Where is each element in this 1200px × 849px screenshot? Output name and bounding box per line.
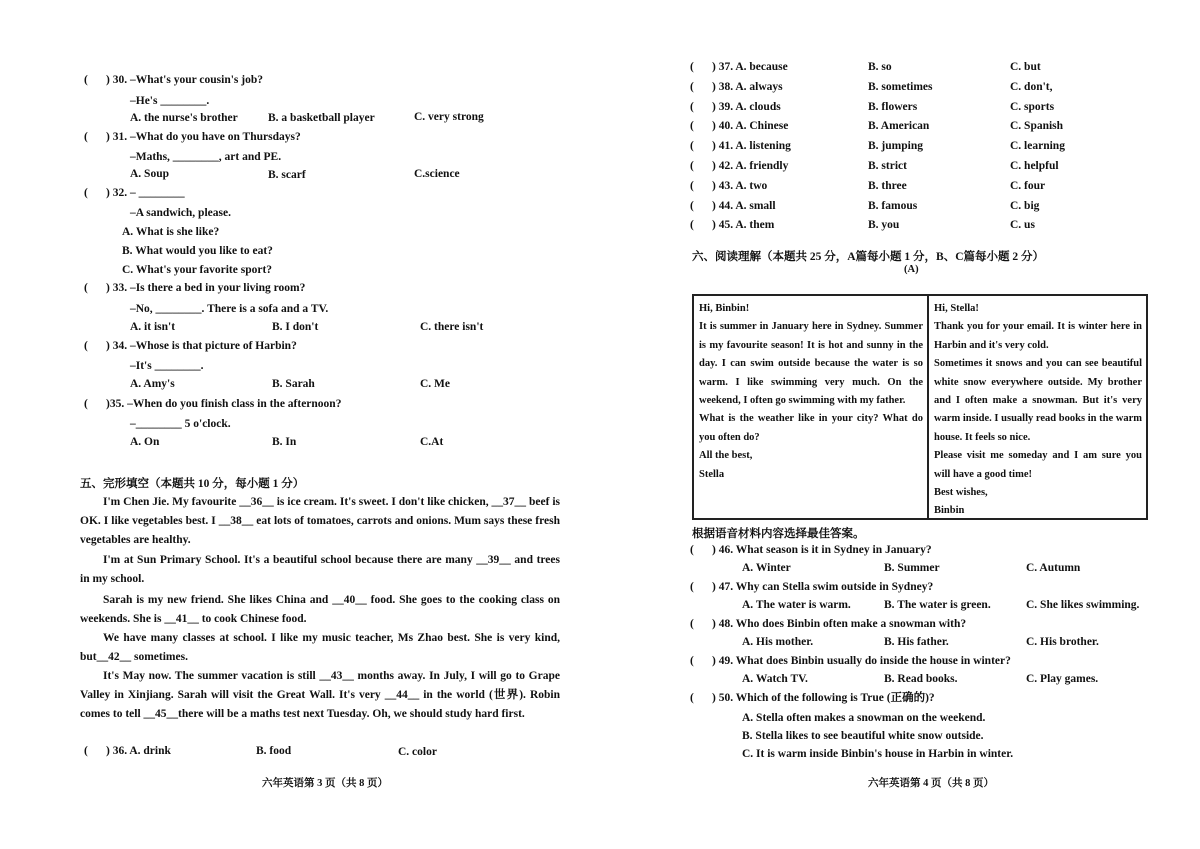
- answer-bracket[interactable]: (: [690, 581, 694, 593]
- cloze-option-c: C. us: [1010, 219, 1035, 232]
- letter-closing: All the best,: [699, 450, 753, 462]
- answer-bracket[interactable]: (: [690, 100, 694, 113]
- question-line: –Maths, ________, art and PE.: [130, 151, 282, 163]
- question-33: [84, 282, 584, 298]
- question-34: [84, 340, 584, 356]
- reading-option-a: A. Winter: [742, 562, 791, 574]
- page-footer: 六年英语第 3 页（共 8 页）: [262, 778, 388, 789]
- cloze-option-c: C. sports: [1010, 100, 1055, 113]
- option-c: C. color: [398, 746, 437, 758]
- reading-option-a: A. The water is warm.: [742, 599, 851, 611]
- reading-option-c: C. His brother.: [1026, 636, 1099, 648]
- answer-bracket[interactable]: (: [84, 745, 88, 757]
- question-text: ) 30. –What's your cousin's job?: [106, 74, 263, 86]
- cloze-option-a: ) 40. A. Chinese: [712, 120, 789, 133]
- question-line: –It's ________.: [130, 360, 204, 372]
- cloze-option-a: ) 41. A. listening: [712, 140, 791, 153]
- cloze-option-b: B. sometimes: [868, 80, 933, 93]
- option-a: A. Soup: [130, 168, 169, 180]
- answer-bracket[interactable]: (: [690, 140, 694, 153]
- answer-bracket[interactable]: (: [84, 74, 88, 86]
- option-c: C. there isn't: [420, 321, 484, 333]
- cloze-option-a: ) 44. A. small: [712, 199, 776, 212]
- letter-body: Please visit me someday and I am sure you will have a good time!: [934, 450, 1142, 480]
- answer-bracket[interactable]: (: [690, 120, 694, 133]
- section-6-subtitle: (A): [904, 264, 919, 275]
- option-b: B. I don't: [272, 321, 319, 333]
- letter-signature: Stella: [699, 468, 725, 480]
- option-c: C.At: [420, 436, 444, 448]
- instruction: 根据语音材料内容选择最佳答案。: [692, 528, 865, 540]
- answer-bracket[interactable]: (: [690, 219, 694, 232]
- q50-option-a: A. Stella often makes a snowman on the weekend.: [742, 712, 986, 724]
- question-32: [84, 187, 584, 203]
- question-31: [84, 131, 584, 147]
- option-a: A. it isn't: [130, 321, 176, 333]
- answer-bracket[interactable]: (: [84, 187, 88, 199]
- option-c: C. very strong: [414, 111, 484, 123]
- cloze-option-b: B. three: [868, 179, 907, 192]
- reading-option-b: B. Read books.: [884, 673, 958, 685]
- section-5-title: 五、完形填空（本题共 10 分，每小题 1 分）: [80, 478, 305, 490]
- cloze-option-b: B. flowers: [868, 100, 918, 113]
- cloze-option-c: C. learning: [1010, 140, 1065, 153]
- option-a: A. the nurse's brother: [130, 112, 238, 124]
- option-a: A. Amy's: [130, 378, 175, 390]
- question-35: [84, 398, 584, 414]
- question-text: ) 33. –Is there a bed in your living room?: [106, 282, 306, 294]
- cloze-option-a: ) 45. A. them: [712, 219, 775, 232]
- option-a: A. What is she like?: [122, 226, 220, 238]
- option-b: B. What would you like to eat?: [122, 245, 273, 257]
- option-a: A. On: [130, 436, 160, 448]
- option-b: B. Sarah: [272, 378, 315, 390]
- letter-greeting: Hi, Stella!: [934, 303, 979, 314]
- q50-option-b: B. Stella likes to see beautiful white snow outside.: [742, 730, 984, 742]
- cloze-option-c: C. four: [1010, 179, 1046, 192]
- cloze-option-b: B. American: [868, 120, 930, 133]
- answer-bracket[interactable]: (: [84, 398, 88, 410]
- answer-bracket[interactable]: (: [690, 160, 694, 172]
- question-text: ) 31. –What do you have on Thursdays?: [106, 131, 301, 143]
- question-line: –He's ________.: [130, 95, 210, 107]
- cloze-paragraph-5: It's May now. The summer vacation is still __43__ months away. In July, I will go to Grape Valley in Xinjiang. Sarah will visit the Great Wall. It's very __44__ in the world (世界). Robin comes to tell __45__there will be a maths test next Tuesday. Oh, we should study hard first.: [80, 670, 560, 720]
- q50-option-c: C. It is warm inside Binbin's house in Harbin in winter.: [742, 748, 1014, 760]
- answer-bracket[interactable]: (: [690, 80, 694, 93]
- page-footer: 六年英语第 4 页（共 8 页）: [868, 778, 994, 789]
- reading-option-c: C. Autumn: [1026, 562, 1081, 574]
- option-c: C.science: [414, 168, 460, 180]
- question-text: ) 36. A. drink: [106, 745, 171, 757]
- answer-bracket[interactable]: (: [84, 131, 88, 143]
- answer-bracket[interactable]: (: [690, 61, 694, 73]
- cloze-option-a: ) 38. A. always: [712, 80, 783, 93]
- cloze-option-a: ) 43. A. two: [712, 179, 768, 192]
- question-line: –A sandwich, please.: [130, 207, 231, 219]
- reading-option-a: A. His mother.: [742, 636, 814, 648]
- option-b: B. a basketball player: [268, 112, 375, 124]
- reading-question-text: ) 47. Why can Stella swim outside in Sydney?: [712, 581, 934, 593]
- reading-question-text: ) 46. What season is it in Sydney in January?: [712, 544, 932, 556]
- question-text: ) 34. –Whose is that picture of Harbin?: [106, 340, 297, 352]
- cloze-option-b: B. famous: [868, 199, 918, 212]
- option-b: B. In: [272, 436, 297, 448]
- letter-from-stella: [699, 300, 923, 484]
- question-line: –________ 5 o'clock.: [130, 418, 231, 430]
- letter-body: Sometimes it snows and you can see beautiful white snow everywhere outside. My brother and I often make a snowman. But it's very warm inside. I usually read books in the warm house. It feels so nice.: [934, 358, 1142, 443]
- cloze-option-b: B. so: [868, 61, 892, 73]
- answer-bracket[interactable]: (: [690, 618, 694, 630]
- cloze-option-c: C. helpful: [1010, 160, 1059, 172]
- question-text: ) 32. – ________: [106, 187, 185, 199]
- letter-closing: Best wishes,: [934, 487, 988, 499]
- reading-question-text: ) 49. What does Binbin usually do inside the house in winter?: [712, 655, 1011, 667]
- cloze-option-a: ) 39. A. clouds: [712, 100, 781, 113]
- option-c: C. What's your favorite sport?: [122, 264, 273, 276]
- question-text: )35. –When do you finish class in the afternoon?: [106, 398, 342, 410]
- cloze-option-b: B. strict: [868, 160, 907, 172]
- letter-body: It is summer in January here in Sydney. Summer is my favourite season! It is hot and sunny in the day. I can swim outside because the water is so warm. I like swimming very much. On the weekend, I often go swimming with my father.: [699, 321, 923, 407]
- reading-option-c: C. Play games.: [1026, 673, 1099, 685]
- option-b: B. scarf: [268, 169, 306, 181]
- question-30: [84, 74, 584, 90]
- reading-question-text: ) 48. Who does Binbin often make a snowman with?: [712, 618, 967, 630]
- cloze-option-a: ) 42. A. friendly: [712, 160, 789, 172]
- cloze-paragraph-1: I'm Chen Jie. My favourite __36__ is ice cream. It's sweet. I don't like chicken, __37__ beef is OK. I like vegetables best. I __38__ eat lots of tomatoes, carrots and onions. Mum says these fresh vegetables are healthy.: [80, 496, 560, 546]
- question-line: –No, ________. There is a sofa and a TV.: [130, 303, 329, 315]
- letter-body: Thank you for your email. It is winter here in Harbin and it's very cold.: [934, 321, 1142, 351]
- reading-option-b: B. His father.: [884, 636, 949, 648]
- letter-signature: Binbin: [934, 505, 965, 517]
- option-b: B. food: [256, 745, 292, 757]
- answer-bracket[interactable]: (: [690, 544, 694, 556]
- cloze-option-c: C. but: [1010, 61, 1041, 73]
- cloze-paragraph-3: Sarah is my new friend. She likes China and __40__ food. She goes to the cooking class on weekends. She is __41__ to cook Chinese food.: [80, 594, 560, 625]
- reading-option-a: A. Watch TV.: [742, 673, 808, 685]
- option-c: C. Me: [420, 378, 451, 390]
- cloze-paragraph-4: We have many classes at school. I like my music teacher, Ms Zhao best. She is very kind, but__42__ sometimes.: [80, 632, 560, 663]
- reading-option-b: B. Summer: [884, 562, 940, 574]
- answer-bracket[interactable]: (: [84, 340, 88, 352]
- email-letters-box: [692, 294, 1148, 520]
- answer-bracket[interactable]: (: [690, 655, 694, 667]
- cloze-option-a: ) 37. A. because: [712, 61, 788, 73]
- letter-greeting: Hi, Binbin!: [699, 303, 750, 314]
- cloze-option-b: B. you: [868, 219, 900, 232]
- answer-bracket[interactable]: (: [690, 179, 694, 192]
- cloze-option-c: C. Spanish: [1010, 120, 1064, 133]
- box-divider: [927, 296, 929, 518]
- reading-question-text: ) 50. Which of the following is True (正确的)?: [712, 692, 935, 704]
- section-6-title: 六、阅读理解（本题共 25 分，A篇每小题 1 分，B、C篇每小题 2 分）: [692, 251, 1045, 263]
- cloze-paragraph-2: I'm at Sun Primary School. It's a beautiful school because there are many __39__ and trees in my school.: [80, 554, 560, 585]
- cloze-option-b: B. jumping: [868, 140, 923, 153]
- cloze-option-c: C. don't,: [1010, 80, 1053, 93]
- reading-option-b: B. The water is green.: [884, 599, 991, 611]
- answer-bracket[interactable]: (: [690, 199, 694, 212]
- letter-from-binbin: [934, 300, 1142, 521]
- letter-body: What is the weather like in your city? What do you often do?: [699, 413, 923, 443]
- reading-option-c: C. She likes swimming.: [1026, 599, 1140, 611]
- answer-bracket[interactable]: (: [84, 282, 88, 294]
- cloze-option-c: C. big: [1010, 199, 1040, 212]
- question-36: [84, 745, 584, 761]
- answer-bracket[interactable]: (: [690, 692, 694, 704]
